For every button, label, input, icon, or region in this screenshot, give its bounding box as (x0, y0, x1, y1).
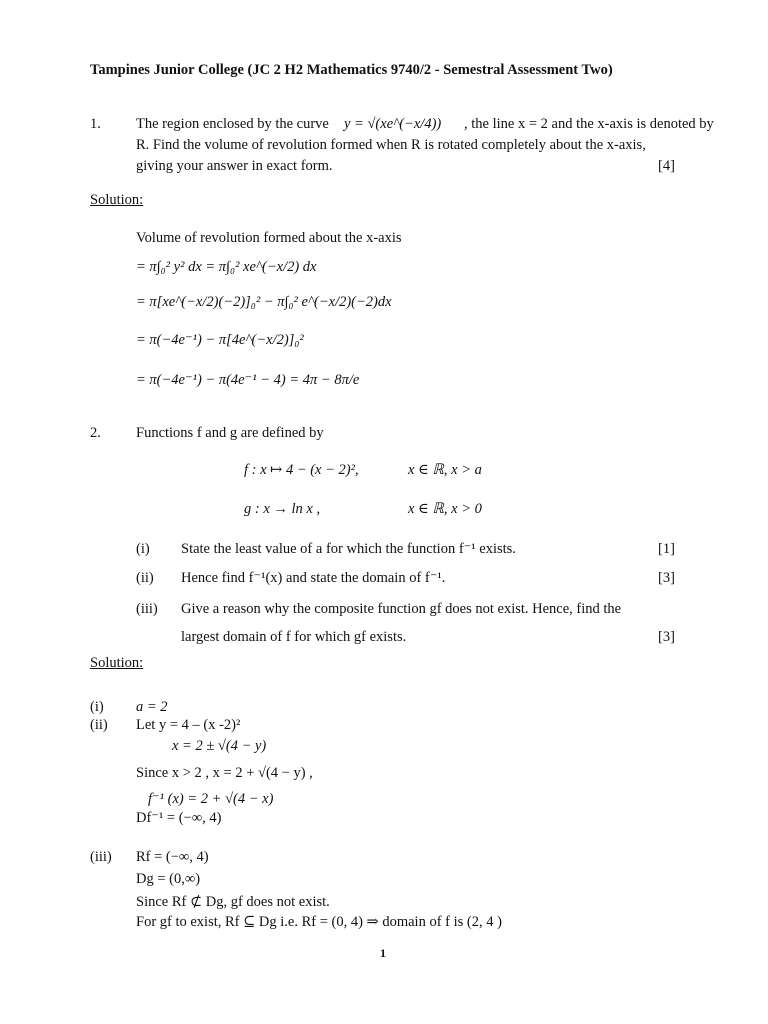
question-1-curve-equation: y = √(xe^(−x/4)) (344, 116, 442, 132)
question-1-line2: R. Find the volume of revolution formed when R is rotated completely about the x-axis, (136, 137, 646, 153)
solution-i-text: a = 2 (136, 699, 168, 715)
part-ii-label: (ii) (136, 570, 154, 586)
question-1-line1-b: , the line x = 2 and the x-axis is denoted by (464, 116, 714, 132)
page-title: Tampines Junior College (JC 2 H2 Mathematics 9740/2 - Semestral Assessment Two) (90, 62, 613, 78)
part-iii-label: (iii) (136, 601, 158, 617)
part-iii-marks: [3] (658, 629, 675, 645)
solution-iii-line1: Rf = (−∞, 4) (136, 849, 209, 865)
question-1-line1-a: The region enclosed by the curve (136, 116, 329, 132)
part-iii-text-line2: largest domain of f for which gf exists. (181, 629, 407, 645)
solution-ii-line4: f⁻¹ (x) = 2 + √(4 − x) (148, 791, 274, 807)
question-1-line3: giving your answer in exact form. (136, 158, 333, 174)
question-1-marks: [4] (658, 158, 675, 174)
question-2-intro: Functions f and g are defined by (136, 425, 324, 441)
solution-ii-line3: Since x > 2 , x = 2 + √(4 − y) , (136, 765, 313, 781)
solution-ii-line1: Let y = 4 – (x -2)² (136, 717, 241, 733)
solution-i-label: (i) (90, 699, 104, 715)
q1-solution-intro: Volume of revolution formed about the x-axis (136, 230, 402, 246)
part-ii-marks: [3] (658, 570, 675, 586)
function-f-definition: f : x ↦ 4 − (x − 2)², (244, 462, 359, 478)
part-ii-text: Hence find f⁻¹(x) and state the domain of f⁻¹. (181, 570, 446, 586)
part-i-marks: [1] (658, 541, 675, 557)
solution-ii-line2: x = 2 ± √(4 − y) (172, 738, 267, 754)
question-2-number: 2. (90, 425, 101, 441)
q1-solution-line4: = π(−4e⁻¹) − π(4e⁻¹ − 4) = 4π − 8π/e (136, 372, 360, 388)
solution-iii-label: (iii) (90, 849, 112, 865)
q1-solution-line3: = π(−4e⁻¹) − π[4e^(−x/2)]₀² (136, 332, 304, 348)
function-f-domain: x ∈ ℝ, x > a (408, 462, 482, 478)
question-1-number: 1. (90, 116, 101, 132)
solution-iii-line3: Since Rf ⊄ Dg, gf does not exist. (136, 894, 330, 910)
part-i-label: (i) (136, 541, 150, 557)
q1-solution-line2: = π[xe^(−x/2)(−2)]₀² − π∫₀² e^(−x/2)(−2)dx (136, 294, 392, 310)
function-g-domain: x ∈ ℝ, x > 0 (408, 501, 482, 517)
solution-iii-line2: Dg = (0,∞) (136, 871, 201, 887)
q1-solution-line1: = π∫₀² y² dx = π∫₀² xe^(−x/2) dx (136, 259, 317, 275)
part-i-text: State the least value of a for which the function f⁻¹ exists. (181, 541, 516, 557)
solution-ii-label: (ii) (90, 717, 108, 733)
solution-label-1: Solution: (90, 192, 144, 208)
solution-iii-line4: For gf to exist, Rf ⊆ Dg i.e. Rf = (0, 4) ⇒ domain of f is (2, 4 ) (136, 914, 502, 930)
solution-label-2: Solution: (90, 655, 144, 671)
page-number: 1 (380, 946, 386, 960)
function-g-definition: g : x → ln x , (244, 501, 321, 517)
solution-ii-line5: Df⁻¹ = (−∞, 4) (136, 810, 222, 826)
part-iii-text-line1: Give a reason why the composite function gf does not exist. Hence, find the (181, 601, 622, 617)
